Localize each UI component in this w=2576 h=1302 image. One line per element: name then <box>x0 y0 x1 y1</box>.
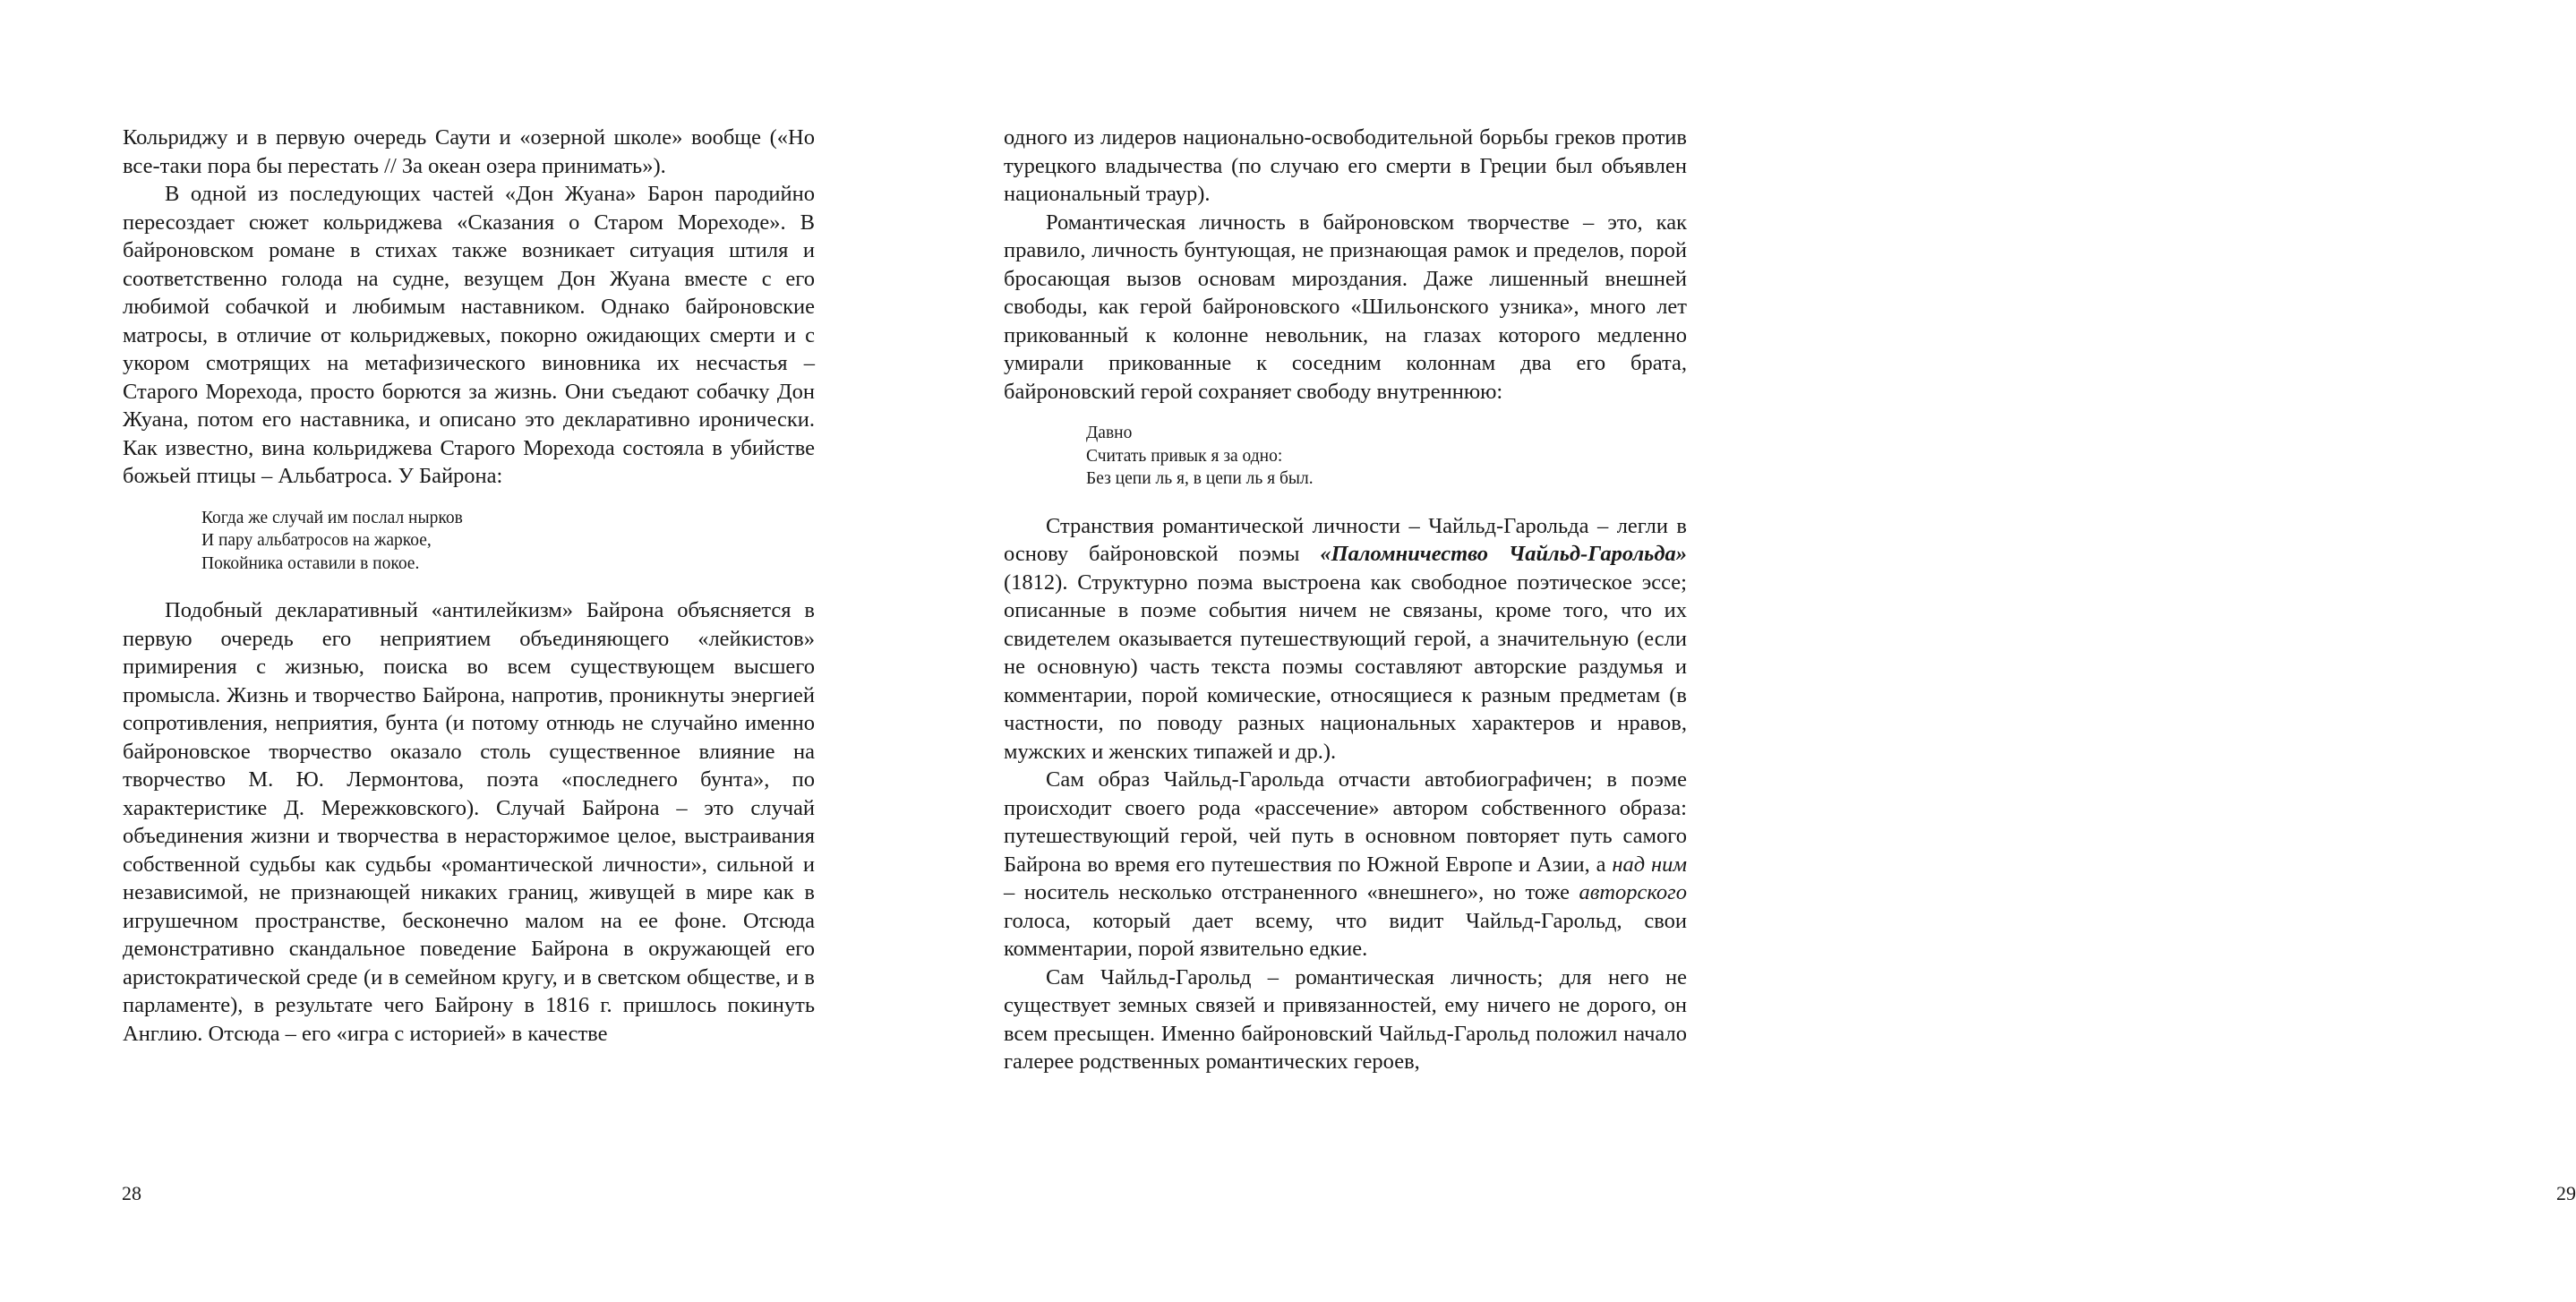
verse-line: Давно <box>1086 424 1133 442</box>
right-page-text <box>1004 124 1687 1076</box>
verse-line: Считать привык я за одно: <box>1086 446 1283 466</box>
left-page <box>0 0 895 1302</box>
left-page-text <box>123 124 815 1048</box>
verse-line: Без цепи ль я, в цепи ль я был. <box>1086 469 1314 488</box>
text-run: Сам образ Чайльд-Гарольда отчасти автобиографичен; в поэме происходит своего рода «рассечение» автором собственного образа: путешествующий герой, чей путь в основном повторяет путь самого Байрона во время его путешествия по Южной Европе и Азии, а <box>1004 767 1687 877</box>
paragraph: одного из лидеров национально-освободительной борьбы греков против турецкого владычества (по случаю его смерти в Греции был объявлен национальный траур). <box>1004 125 1687 206</box>
paragraph: Подобный декларативный «антилейкизм» Байрона объясняется в первую очередь его неприятием объединяющего «лейкистов» примирения с жизнью, поиска во всем существующем высшего промысла. Жизнь и творчество Байрона, напротив, проникнуты энергией сопротивления, неприятия, бунта (и потому отнюдь не случайно именно байроновское творчество оказало столь существенное влияние на творчество М. Ю. Лермонтова, поэта «последнего бунта», по характеристике Д. Мережковского). Случай Байрона – это случай объединения жизни и творчества в нерасторжимое целое, выстраивания собственной судьбы как судьбы «романтической личности», сильной и независимой, не признающей никаких границ, живущей в мире как в игрушечном пространстве, бесконечно малом на ее фоне. Отсюда демонстративно скандальное поведение Байрона в окружающей его аристократической среде (и в семейном кругу, и в светском обществе, и в парламенте), в результате чего Байрону в 1816 г. пришлось покинуть Англию. Отсюда – его «игра с историей» в качестве <box>123 598 815 1046</box>
verse-quote <box>1004 422 1687 491</box>
verse-line: И пару альбатросов на жаркое, <box>201 531 432 550</box>
verse-line: Покойника оставили в покое. <box>201 553 420 573</box>
page-number: 28 <box>122 1182 141 1204</box>
paragraph: Кольриджу и в первую очередь Саути и «озерной школе» вообще («Но все-таки пора бы перестать // За океан озера принимать»). <box>123 125 815 178</box>
paragraph <box>1004 766 1687 964</box>
paragraph: Романтическая личность в байроновском творчестве – это, как правило, личность бунтующая, не признающая рамок и пределов, порой бросающая вызов основам мироздания. Даже лишенный внешней свободы, как герой байроновского «Шильонского узника», много лет прикованный к колонне невольник, на глазах которого медленно умирали прикованные к соседним колоннам два его брата, байроновский герой сохраняет свободу внутреннюю: <box>1004 210 1687 404</box>
emphasis: авторского <box>1579 880 1687 904</box>
text-run: – носитель несколько отстраненного «внешнего», но тоже <box>1004 880 1579 904</box>
text-run: (1812). Структурно поэма выстроена как свободное поэтическое эссе; описанные в поэме события ничем не связаны, кроме того, что их свидетелем оказывается путешествующий герой, а значительную (если не основную) часть текста поэмы составляют авторские раздумья и комментарии, порой комические, относящиеся к разным предметам (в частности, по поводу разных национальных характеров и нравов, мужских и женских типажей и др.). <box>1004 570 1687 764</box>
poem-title: «Паломничество Чайльд-Гарольда» <box>1320 542 1687 566</box>
verse-quote <box>123 507 815 576</box>
right-page <box>895 0 2576 1302</box>
verse-line: Когда же случай им послал нырков <box>201 508 463 527</box>
paragraph: Сам Чайльд-Гарольд – романтическая личность; для него не существует земных связей и привязанностей, ему ничего не дорого, он всем пресыщен. Именно байроновский Чайльд-Гарольд положил начало галерее родственных романтических героев, <box>1004 964 1687 1074</box>
paragraph: В одной из последующих частей «Дон Жуана» Барон пародийно пересоздает сюжет кольриджева «Сказания о Старом Мореходе». В байроновском романе в стихах также возникает ситуация штиля и соответственно голода на судне, везущем Дон Жуана вместе с его любимой собачкой и любимым наставником. Однако байроновские матросы, в отличие от кольриджевых, покорно ожидающих смерти и с укором смотрящих на метафизического виновника их несчастья – Старого Морехода, просто борются за жизнь. Они съедают собачку Дон Жуана, потом его наставника, и описано это декларативно иронически. Как известно, вина кольриджева Старого Морехода состояла в убийстве божьей птицы – Альбатроса. У Байрона: <box>123 182 815 488</box>
page-number: 29 <box>2556 1182 2576 1204</box>
emphasis: над ним <box>1612 852 1687 877</box>
text-run: Странствия романтической личности – Чайльд-Гарольда – легли в основу байроновской поэмы <box>1004 513 1687 566</box>
paragraph <box>1004 512 1687 767</box>
text-run: голоса, который дает всему, что видит Чайльд-Гарольд, свои комментарии, порой язвительно едкие. <box>1004 908 1687 961</box>
